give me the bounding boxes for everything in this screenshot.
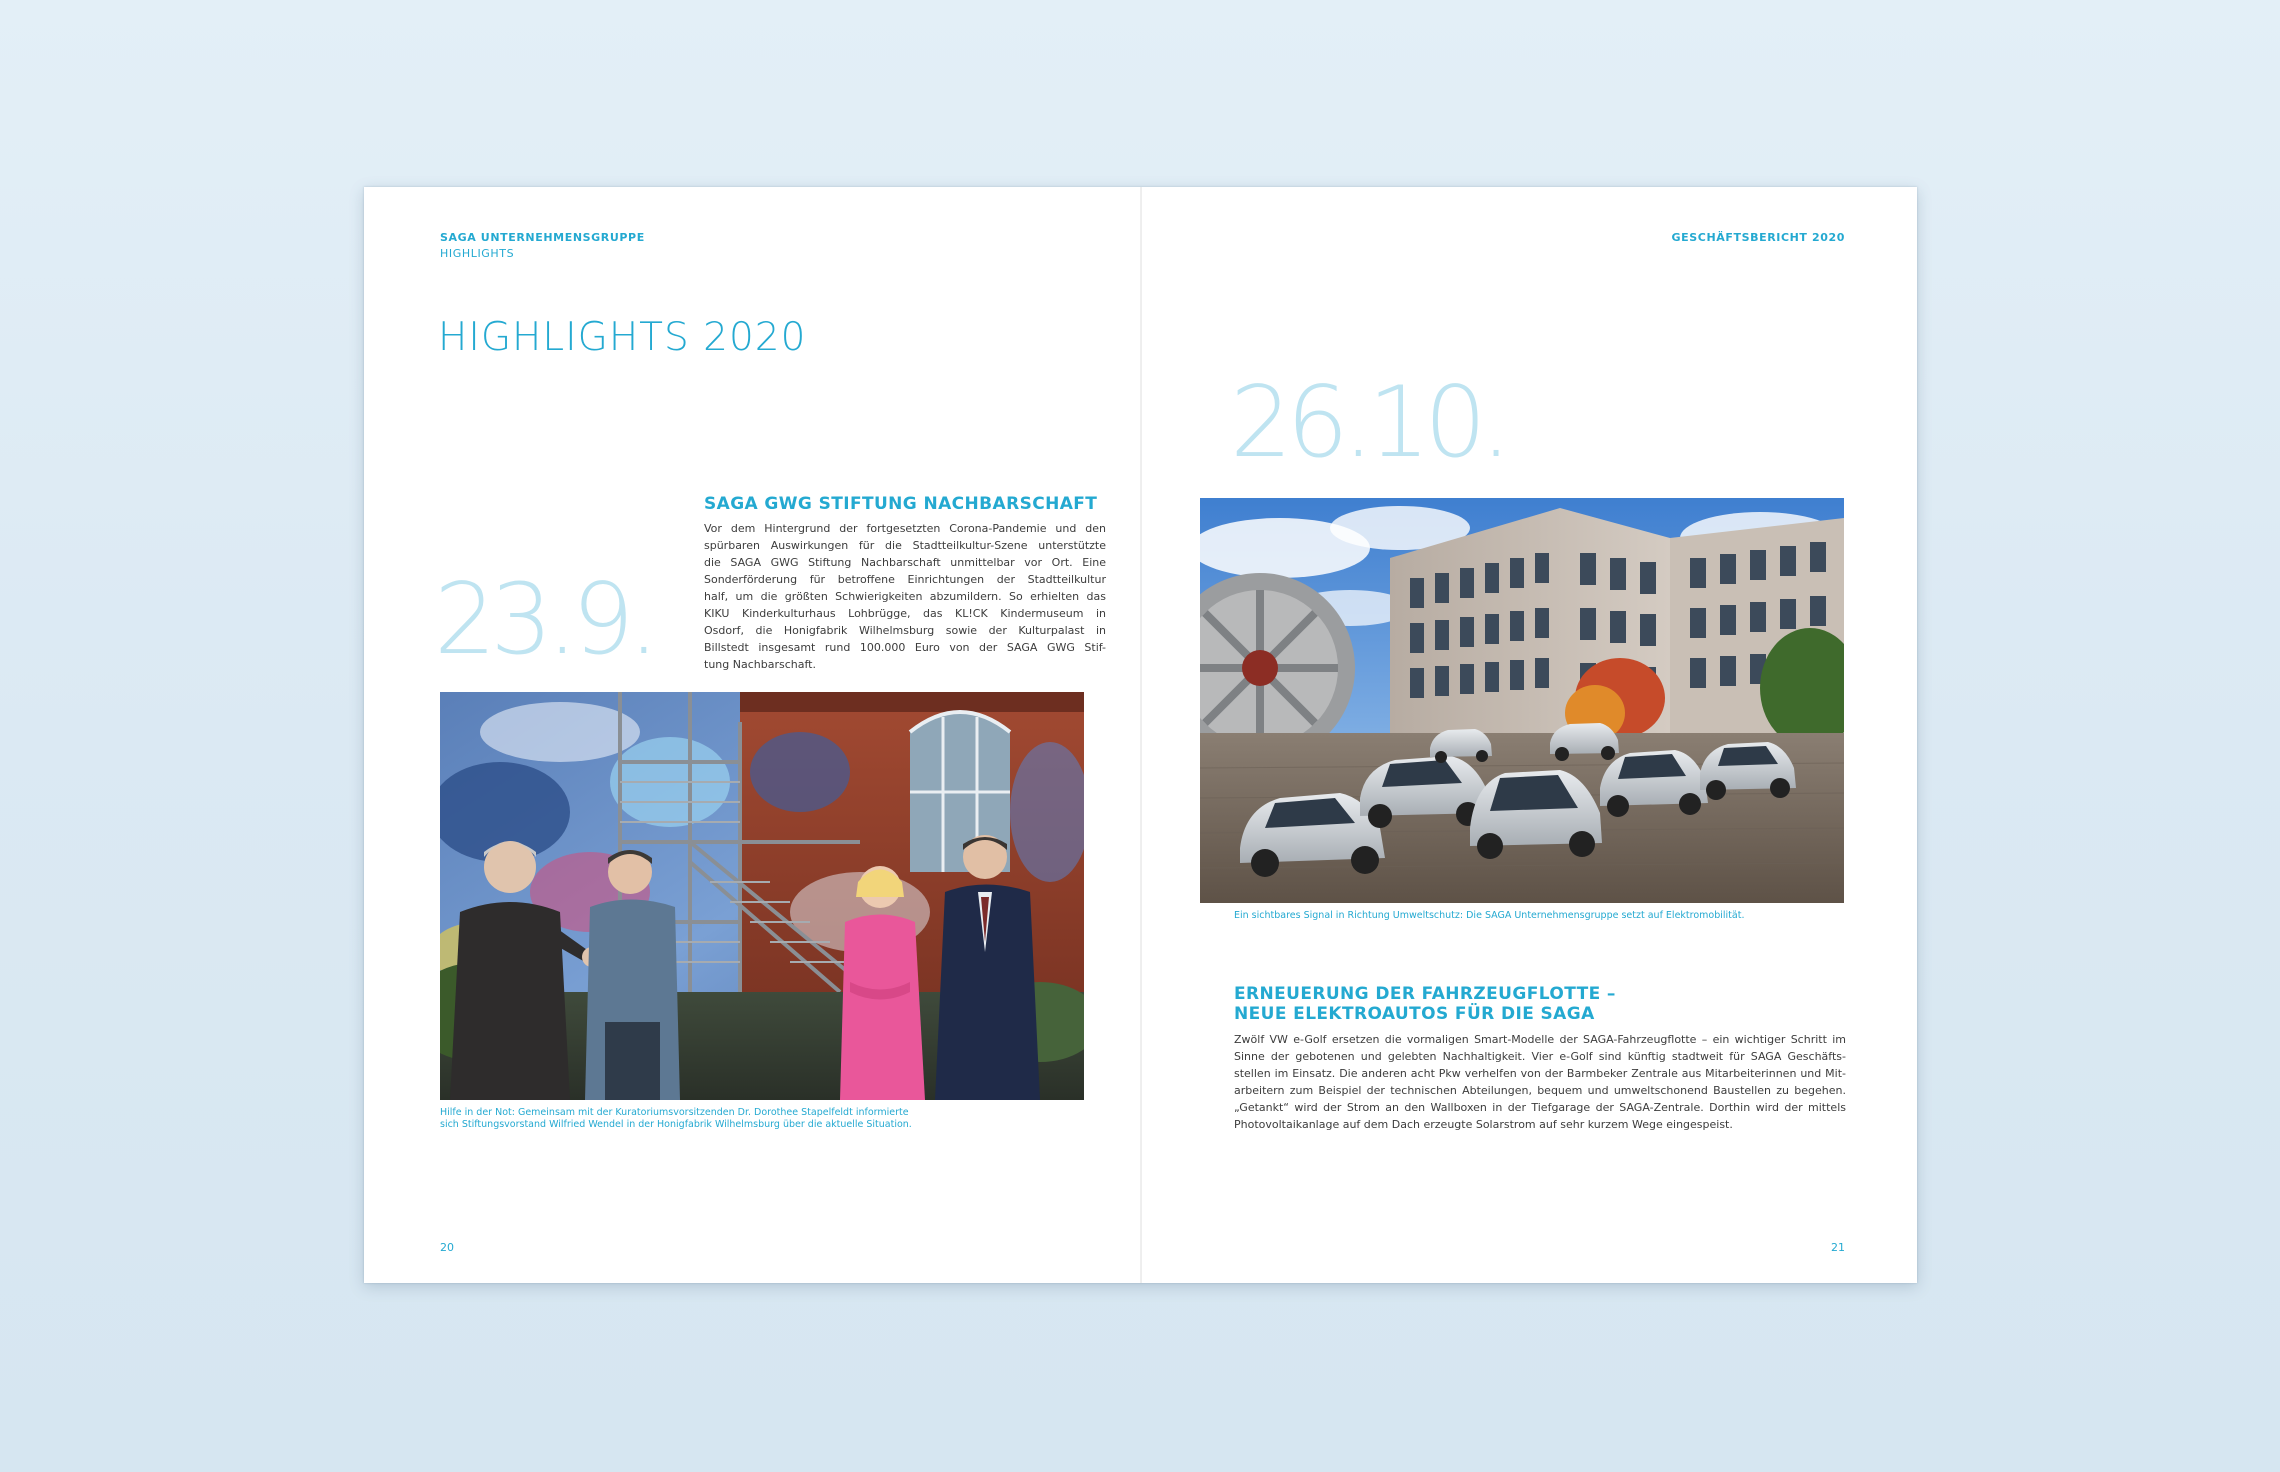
body-line: half, um die größten Schwierigkeiten abzumildern. So erhielten das: [704, 590, 1106, 603]
article-body-right: [1234, 1031, 1846, 1133]
body-line: arbeitern zum Beispiel der technischen Abteilungen, bequem und umweltschonend Baustellen zu begehen.: [1234, 1084, 1846, 1097]
page-title: HIGHLIGHTS 2020: [438, 315, 807, 360]
body-line: KIKU Kinderkulturhaus Lohbrügge, das KL!CK Kindermuseum in: [704, 607, 1106, 620]
body-line: Photovoltaikanlage auf dem Dach erzeugte Solarstrom auf sehr kurzem Wege eingespeist.: [1234, 1118, 1733, 1131]
header-report: GESCHÄFTSBERICHT 2020: [1671, 231, 1845, 244]
photo-honigfabrik: [440, 692, 1084, 1100]
photo-e-golf-fleet: [1200, 498, 1844, 903]
caption-line: Hilfe in der Not: Gemeinsam mit der Kuratoriumsvorsitzenden Dr. Dorothee Stapelfeldt informierte: [440, 1107, 909, 1118]
body-line: die SAGA GWG Stiftung Nachbarschaft unmittelbar vor Ort. Eine: [704, 556, 1106, 569]
heading-line: ERNEUERUNG DER FAHRZEUGFLOTTE –: [1234, 984, 1616, 1004]
caption-left: [440, 1107, 1000, 1131]
body-line: stellen im Einsatz. Die anderen acht Pkw verhelfen von der Barmbeker Zentrale aus Mitarbeiterinnen und Mit-: [1234, 1067, 1846, 1080]
article-heading-left: SAGA GWG STIFTUNG NACHBARSCHAFT: [704, 494, 1098, 514]
article-heading-right: [1234, 984, 1754, 1024]
header-company: SAGA UNTERNEHMENSGRUPPE: [440, 231, 645, 244]
page-number-right: 21: [1831, 1241, 1845, 1254]
body-line: Osdorf, die Honigfabrik Wilhelmsburg sowie der Kulturpalast in: [704, 624, 1106, 637]
body-line: tung Nachbarschaft.: [704, 658, 816, 671]
body-line: Billstedt insgesamt rund 100.000 Euro von der SAGA GWG Stif-: [704, 641, 1106, 654]
heading-line: NEUE ELEKTROAUTOS FÜR DIE SAGA: [1234, 1004, 1595, 1024]
center-fold: [1140, 187, 1142, 1283]
article-body-left: [704, 520, 1106, 673]
brochure-spread: [364, 187, 1917, 1283]
body-line: spürbaren Auswirkungen für die Stadtteilkultur-Szene unterstützte: [704, 539, 1106, 552]
caption-line: sich Stiftungsvorstand Wilfried Wendel in der Honigfabrik Wilhelmsburg über die aktuelle Situation.: [440, 1119, 912, 1130]
date-left: 23.9.: [434, 563, 654, 677]
body-line: Sinne der gebotenen und gelebten Nachhaltigkeit. Vier e-Golf sind künftig stadtweit für SAGA Geschäfts-: [1234, 1050, 1846, 1063]
page-number-left: 20: [440, 1241, 454, 1254]
body-line: „Getankt“ wird der Strom an den Wallboxen in der Tiefgarage der SAGA-Zentrale. Dorthin wird der mittels: [1234, 1101, 1846, 1114]
caption-right: Ein sichtbares Signal in Richtung Umweltschutz: Die SAGA Unternehmensgruppe setzt auf Elektromobilität.: [1234, 910, 1745, 921]
date-right: 26.10.: [1230, 366, 1506, 480]
body-line: Sonderförderung für betroffene Einrichtungen der Stadtteilkultur: [704, 573, 1106, 586]
body-line: Vor dem Hintergrund der fortgesetzten Corona-Pandemie und den: [704, 522, 1106, 535]
header-section: HIGHLIGHTS: [440, 247, 515, 260]
body-line: Zwölf VW e-Golf ersetzen die vormaligen Smart-Modelle der SAGA-Fahrzeugflotte – ein wichtiger Schritt im: [1234, 1033, 1846, 1046]
